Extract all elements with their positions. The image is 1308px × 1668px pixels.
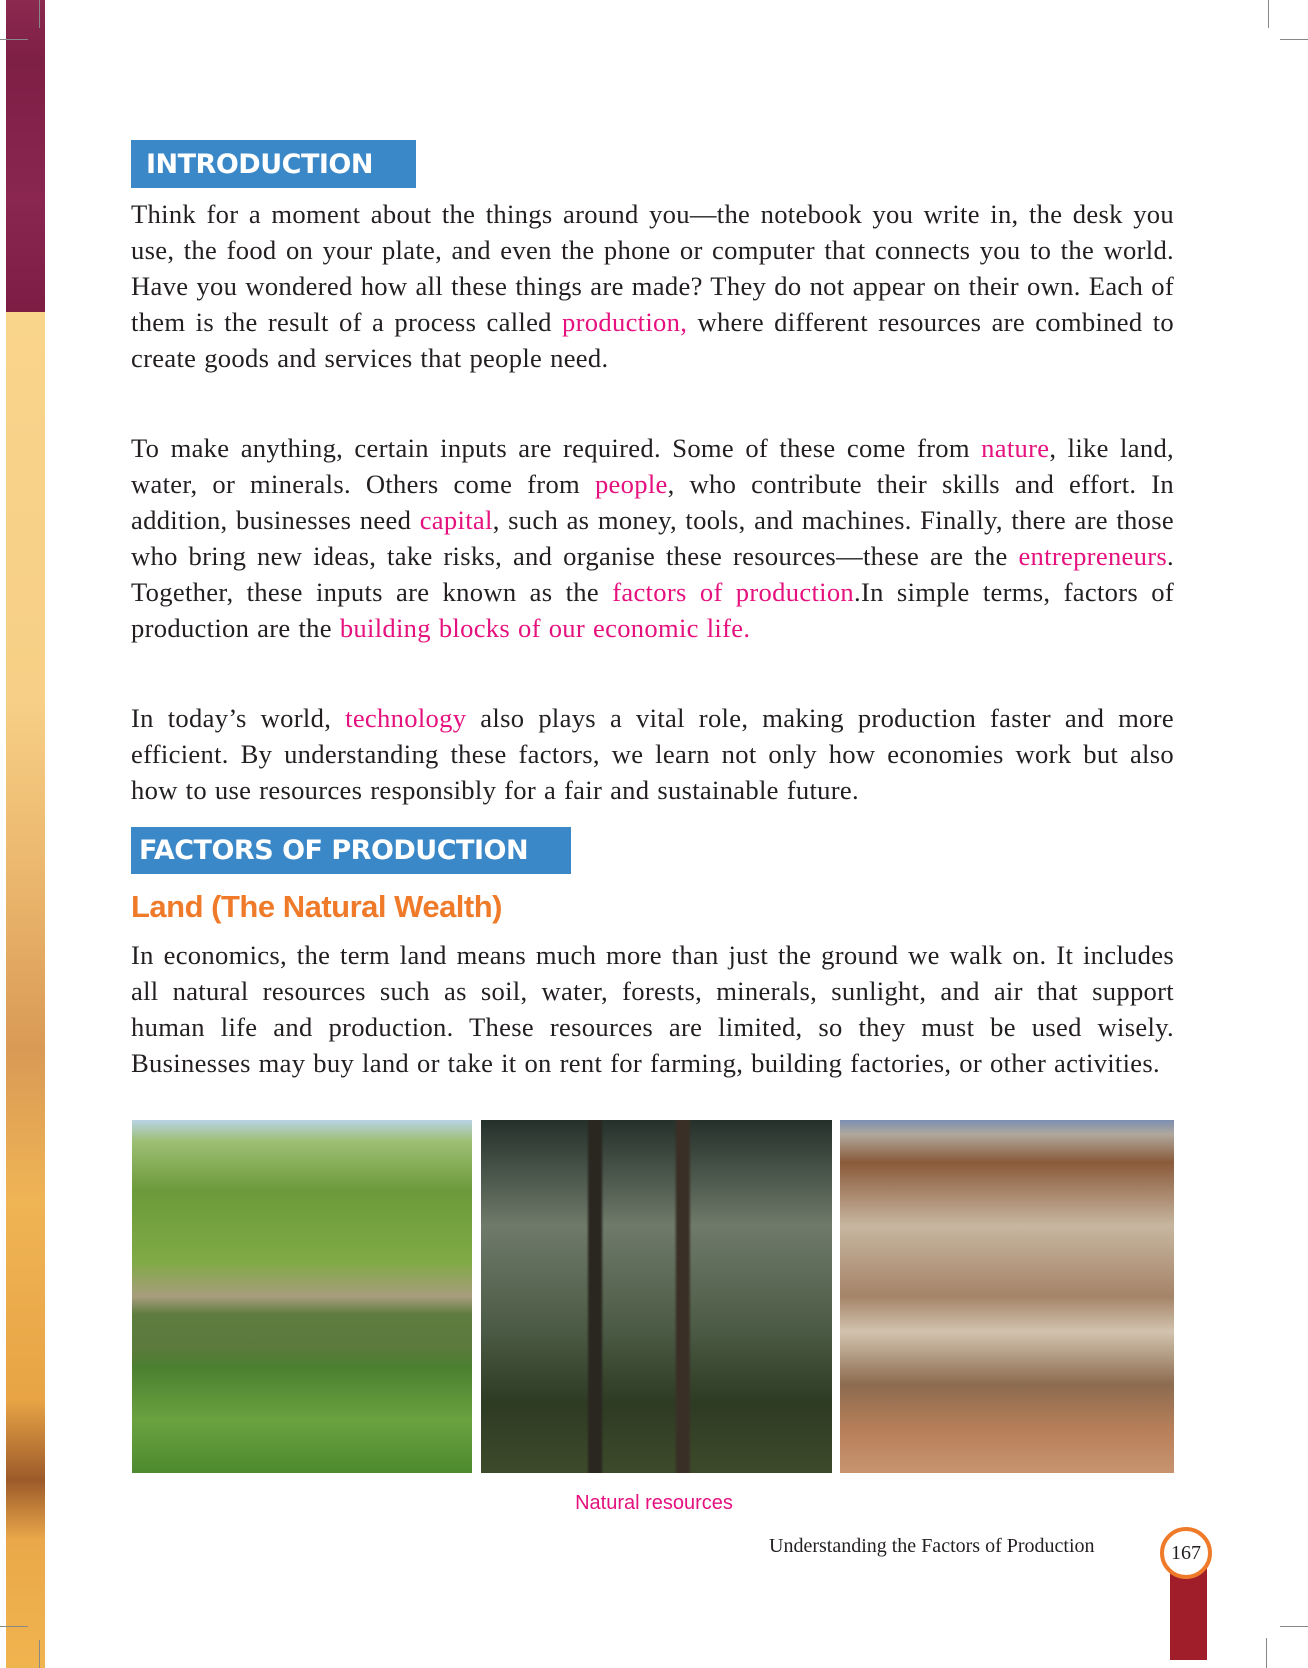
crop-mark (1268, 0, 1269, 28)
highlighted-term: entrepreneurs (1018, 541, 1168, 571)
crop-mark (0, 1626, 28, 1627)
crop-mark (39, 1640, 40, 1668)
text-run: , who contribute their skills and effort. In addition, businesses need (131, 469, 1175, 535)
page-number: 167 (1171, 1541, 1201, 1564)
land-paragraph (131, 937, 1174, 1081)
highlighted-term: people (594, 469, 668, 499)
page-tab-ribbon (1170, 1565, 1207, 1660)
figure-caption: Natural resources (575, 1492, 733, 1514)
intro-paragraph-3 (131, 700, 1174, 808)
text-run: also plays a vital role, making production faster and more efficient. By understanding these factors, we learn not only how economies work but also how to use resources responsibly for a fair and sustainable future. (131, 703, 1174, 805)
highlighted-term: capital (419, 505, 493, 535)
image-green-hills-lake (132, 1120, 472, 1473)
text-run: In economics, the term land means much more than just the ground we walk on. It includes all natural resources such as soil, water, forests, minerals, sunlight, and air that support human life and production. These resources are limited, so they must be used wisely. Businesses may buy land or take it on rent for farming, building factories, or other activities. (131, 940, 1174, 1078)
decorative-side-bar (6, 0, 45, 1668)
highlighted-term: nature (981, 433, 1050, 463)
crop-mark (1280, 1626, 1308, 1627)
footer-chapter-title: Understanding the Factors of Production (769, 1535, 1095, 1557)
highlighted-term: building blocks of our economic life. (339, 613, 751, 643)
text-run: .In simple terms, factors of production are the (131, 577, 1174, 643)
section-heading-factors: FACTORS OF PRODUCTION (131, 827, 571, 874)
intro-paragraph-1 (131, 196, 1174, 376)
highlighted-term: technology (345, 703, 467, 733)
text-run: . Together, these inputs are known as the (131, 541, 1174, 607)
image-open-pit-mine (840, 1120, 1174, 1473)
text-run: To make anything, certain inputs are required. Some of these come from (131, 433, 982, 463)
text-run: In today’s world, (131, 703, 346, 733)
highlighted-term: factors of production (612, 577, 855, 607)
crop-mark (39, 0, 40, 28)
section-heading-introduction: INTRODUCTION (131, 140, 416, 188)
text-run: Think for a moment about the things around you—the notebook you write in, the desk you use, the food on your plate, and even the phone or computer that connects you to the world. Have you wondered how all these things are made? They do not appear on their own. Each of them is the result of a process called (131, 199, 1174, 337)
page-number-badge (1160, 1527, 1212, 1579)
text-run: , like land, water, or minerals. Others come from (131, 433, 1174, 499)
image-forest (481, 1120, 832, 1473)
text-run: , such as money, tools, and machines. Finally, there are those who bring new ideas, take risks, and organise these resources—these are the (131, 505, 1174, 571)
crop-mark (0, 39, 28, 40)
intro-paragraph-2 (131, 430, 1174, 646)
highlighted-term: production, (562, 307, 688, 337)
subheading-land: Land (The Natural Wealth) (131, 889, 503, 924)
text-run: where different resources are combined to create goods and services that people need. (131, 307, 1174, 373)
crop-mark (1266, 1638, 1267, 1668)
crop-mark (1280, 39, 1308, 40)
